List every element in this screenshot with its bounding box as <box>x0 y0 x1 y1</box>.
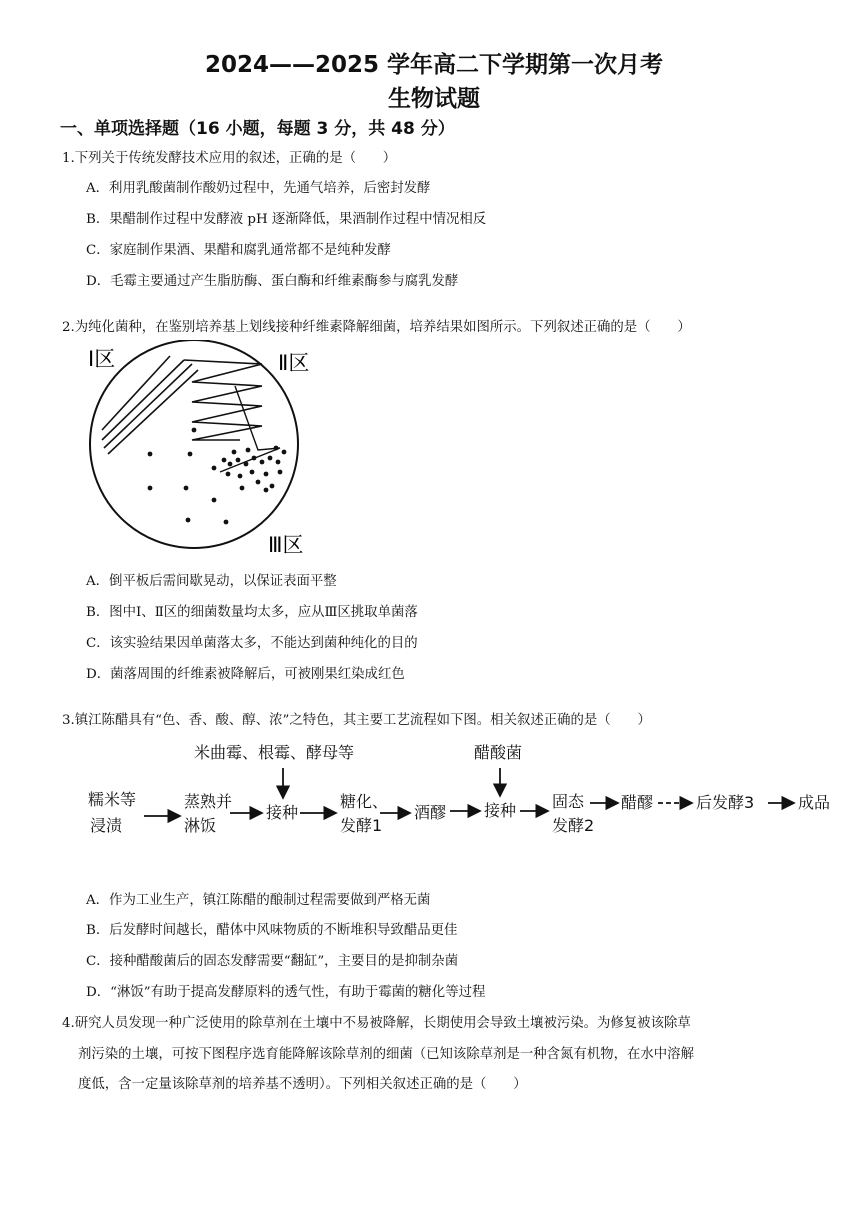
flow-step-inoculate-1: 接种 <box>266 803 299 822</box>
colony-dots <box>148 428 287 525</box>
question-1-option-c: C．家庭制作果酒、果醋和腐乳通常都不是纯种发酵 <box>86 243 391 258</box>
zone-3-label: Ⅲ区 <box>268 533 304 557</box>
zone-1-label: Ⅰ区 <box>88 347 116 371</box>
flow-step-ferment-2: 发酵2 <box>552 816 595 835</box>
question-2-option-a: A．倒平板后需间歇晃动，以保证表面平整 <box>86 574 337 589</box>
question-4-stem-line-1: 4.研究人员发现一种广泛使用的除草剂在土壤中不易被降解，长期使用会导致土壤被污染。为修复被该除草 <box>62 1016 691 1031</box>
question-1-stem: 1.下列关于传统发酵技术应用的叙述，正确的是（ ） <box>62 151 397 166</box>
petri-dish <box>90 340 298 548</box>
flow-input-molds: 米曲霉、根霉、酵母等 <box>194 743 355 762</box>
section-heading: 一、单项选择题（16 小题，每题 3 分，共 48 分） <box>60 119 455 139</box>
flow-step-product: 成品 <box>798 793 831 812</box>
zone-2-label: Ⅱ区 <box>278 351 310 375</box>
question-3-option-c: C．接种醋酸菌后的固态发酵需要“翻缸”，主要目的是抑制杂菌 <box>86 954 459 969</box>
question-2-option-d: D．菌落周围的纤维素被降解后，可被刚果红染成红色 <box>86 667 405 682</box>
question-3-option-b: B．后发酵时间越长，醋体中风味物质的不断堆积导致醋品更佳 <box>86 923 458 938</box>
exam-subtitle: 生物试题 <box>388 86 480 112</box>
question-4-stem-line-2: 剂污染的土壤，可按下图程序选育能降解该除草剂的细菌（已知该除草剂是一种含氮有机物，在水中溶解 <box>78 1047 694 1062</box>
flow-step-rinse: 淋饭 <box>184 816 217 835</box>
zone-1-streaks <box>102 356 198 454</box>
question-1-option-b: B．果醋制作过程中发酵液 pH 逐渐降低，果酒制作过程中情况相反 <box>86 212 487 227</box>
question-3-stem: 3.镇江陈醋具有“色、香、酸、醇、浓”之特色，其主要工艺流程如下图。相关叙述正确的是（ ） <box>62 713 651 728</box>
flow-step-post-ferment: 后发酵3 <box>696 793 755 812</box>
flow-input-acetobacter: 醋酸菌 <box>474 743 523 762</box>
exam-title: 2024——2025 学年高二下学期第一次月考 <box>204 52 664 78</box>
flow-step-steam: 蒸熟并 <box>184 792 233 811</box>
question-3-option-d: D．“淋饭”有助于提高发酵原料的透气性，有助于霉菌的糖化等过程 <box>86 985 486 1000</box>
flow-step-solid-state: 固态 <box>552 792 585 811</box>
question-3-option-a: A．作为工业生产，镇江陈醋的酿制过程需要做到严格无菌 <box>86 893 431 908</box>
flow-step-vinegar-mash: 醋醪 <box>621 793 654 812</box>
flow-step-glutinous-rice: 糯米等 <box>88 790 137 809</box>
streak-plate-figure <box>80 340 340 560</box>
question-4-stem-line-3: 度低，含一定量该除草剂的培养基不透明）。下列相关叙述正确的是（ ） <box>78 1077 527 1092</box>
flow-step-saccharify: 糖化、 <box>340 792 389 811</box>
question-1-option-a: A．利用乳酸菌制作酸奶过程中，先通气培养，后密封发酵 <box>86 181 431 196</box>
question-2-option-c: C．该实验结果因单菌落太多，不能达到菌种纯化的目的 <box>86 636 418 651</box>
question-1-option-d: D．毛霉主要通过产生脂肪酶、蛋白酶和纤维素酶参与腐乳发酵 <box>86 274 459 289</box>
question-2-option-b: B．图中Ⅰ、Ⅱ区的细菌数量均太多，应从Ⅲ区挑取单菌落 <box>86 605 418 620</box>
question-2-stem: 2.为纯化菌种，在鉴别培养基上划线接种纤维素降解细菌，培养结果如图所示。下列叙述正确的是（ ） <box>62 320 691 335</box>
flow-step-ferment-1: 发酵1 <box>340 816 383 835</box>
flow-step-wine-mash: 酒醪 <box>414 803 447 822</box>
flow-step-inoculate-2: 接种 <box>484 801 517 820</box>
flow-step-soak: 浸渍 <box>90 816 123 835</box>
vinegar-process-flowchart <box>80 738 850 848</box>
